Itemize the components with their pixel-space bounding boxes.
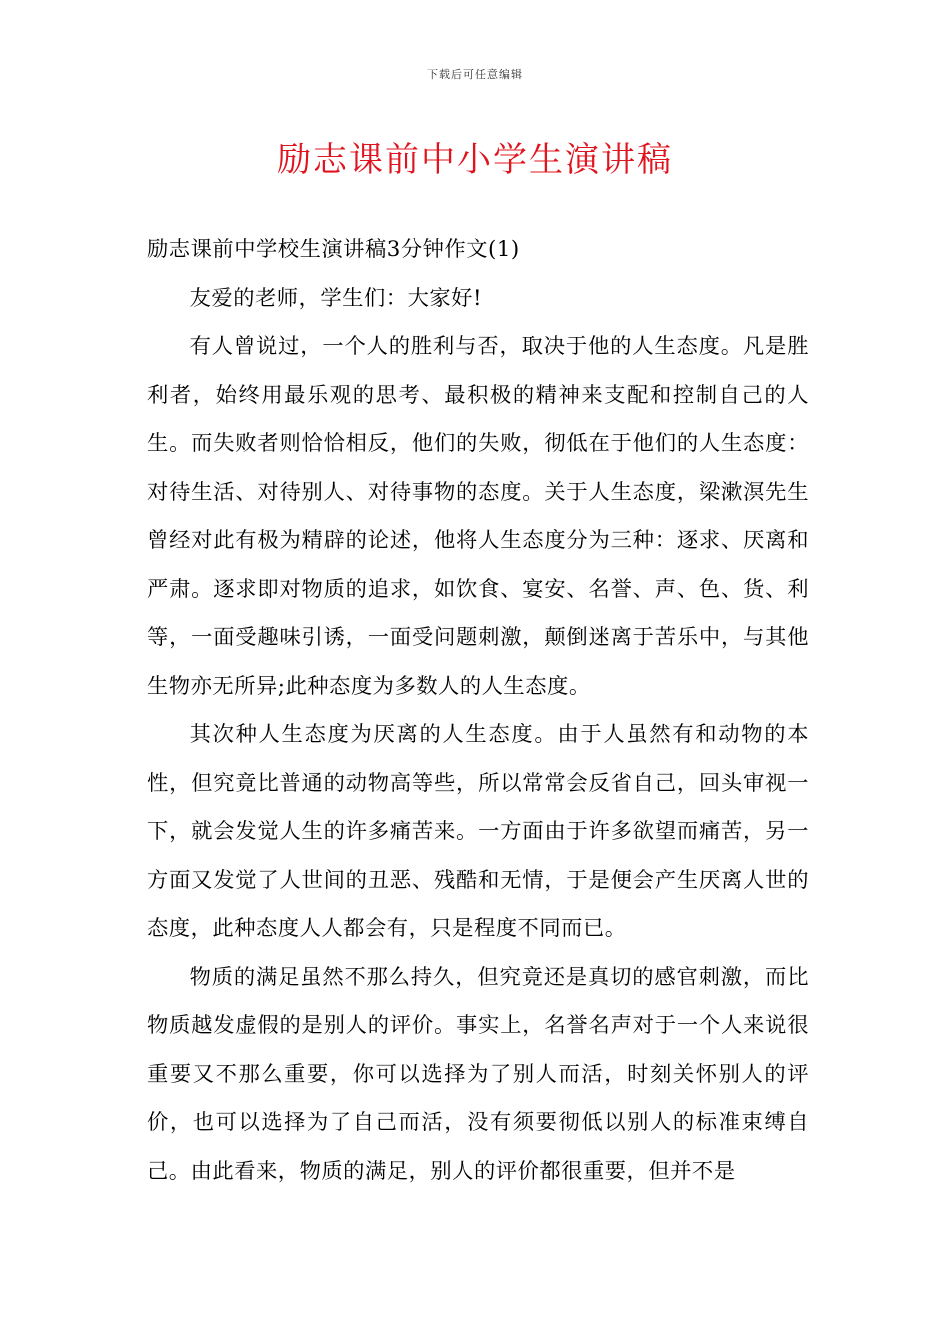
document-title: 励志课前中小学生演讲稿 [277, 140, 673, 180]
greeting-paragraph: 友爱的老师，学生们：大家好! [189, 285, 483, 311]
body-paragraph: 有人曾说过，一个人的胜利与否，取决于他的人生态度。凡是胜利者，始终用最乐观的思考、最积极的精神来支配和控制自己的人生。而失败者则恰恰相反，他们的失败，彻低在于他们的人生态度：对待生活、对待别人、对待事物的态度。关于人生态度，梁漱溟先生曾经对此有极为精辟的论述，他将人生态度分为三种：逐求、厌离和严肃。逐求即对物质的追求，如饮食、宴安、名誉、声、色、货、利等，一面受趣味引诱，一面受问题刺激，颠倒迷离于苦乐中，与其他生物亦无所异;此种态度为多数人的人生态度。 [147, 334, 809, 699]
document-body [147, 226, 809, 1196]
document-subtitle: 励志课前中学校生演讲稿3分钟作文(1) [147, 237, 520, 262]
body-paragraph: 物质的满足虽然不那么持久，但究竟还是真切的感官刺激，而比物质越发虚假的是别人的评价。事实上，名誉名声对于一个人来说很重要又不那么重要，你可以选择为了别人而活，时刻关怀别人的评价，也可以选择为了自己而活，没有须要彻低以别人的标准束缚自己。由此看来，物质的满足，别人的评价都很重要，但并不是 [147, 964, 809, 1184]
download-note: 下载后可任意编辑 [427, 68, 523, 81]
body-paragraph: 其次种人生态度为厌离的人生态度。由于人虽然有和动物的本性，但究竟比普通的动物高等些，所以常常会反省自己，回头审视一下，就会发觉人生的许多痛苦来。一方面由于许多欲望而痛苦，另一方面又发觉了人世间的丑恶、残酷和无情，于是便会产生厌离人世的态度，此种态度人人都会有，只是程度不同而已。 [147, 722, 809, 941]
